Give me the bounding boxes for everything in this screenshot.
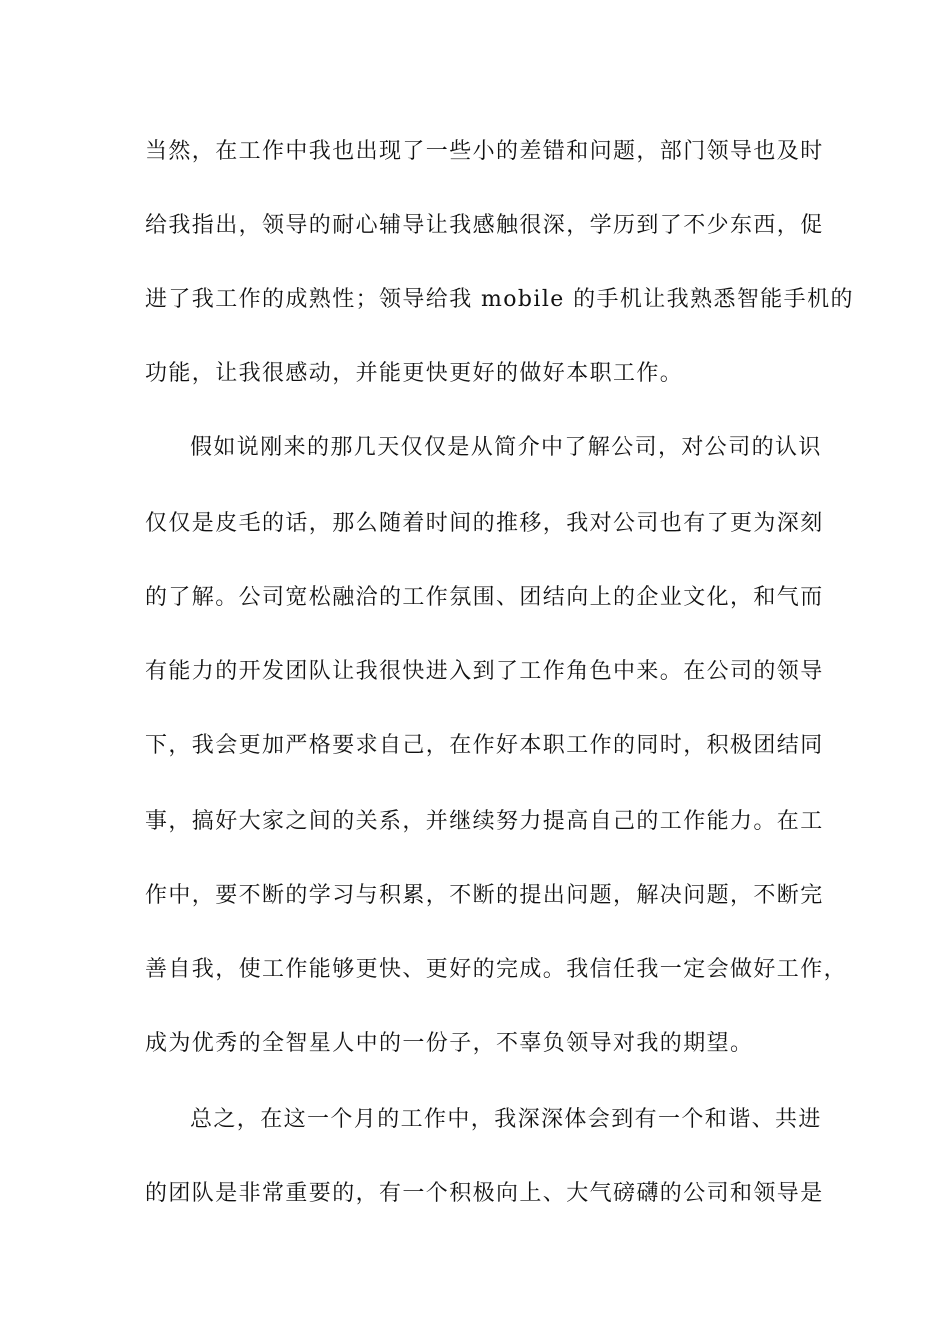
text-line: 善自我，使工作能够更快、更好的完成。我信任我一定会做好工作，: [145, 957, 848, 982]
text-line: 作中，要不断的学习与积累，不断的提出问题，解决问题，不断完: [145, 883, 824, 908]
paragraph-first-line: 总之，在这一个月的工作中，我深深体会到有一个和谐、共进: [190, 1107, 822, 1132]
text-line: 的了解。公司宽松融洽的工作氛围、团结向上的企业文化，和气而: [145, 585, 824, 610]
text-line: 成为优秀的全智星人中的一份子，不辜负领导对我的期望。: [145, 1031, 754, 1056]
text-line: 当然，在工作中我也出现了一些小的差错和问题，部门领导也及时: [145, 139, 824, 164]
text-line: 有能力的开发团队让我很快进入到了工作角色中来。在公司的领导: [145, 659, 824, 684]
text-line: 给我指出，领导的耐心辅导让我感触很深，学历到了不少东西，促: [145, 213, 824, 238]
text-line: 下，我会更加严格要求自己，在作好本职工作的同时，积极团结同: [145, 733, 824, 758]
text-line: 仅仅是皮毛的话，那么随着时间的推移，我对公司也有了更为深刻: [145, 511, 824, 536]
text-line: 功能，让我很感动，并能更快更好的做好本职工作。: [145, 361, 684, 386]
text-line: 的团队是非常重要的，有一个积极向上、大气磅礴的公司和领导是: [145, 1181, 824, 1206]
text-line: 进了我工作的成熟性；领导给我 mobile 的手机让我熟悉智能手机的: [145, 287, 854, 312]
paragraph-first-line: 假如说刚来的那几天仅仅是从简介中了解公司，对公司的认识: [190, 435, 822, 460]
text-line: 事，搞好大家之间的关系，并继续努力提高自己的工作能力。在工: [145, 809, 824, 834]
